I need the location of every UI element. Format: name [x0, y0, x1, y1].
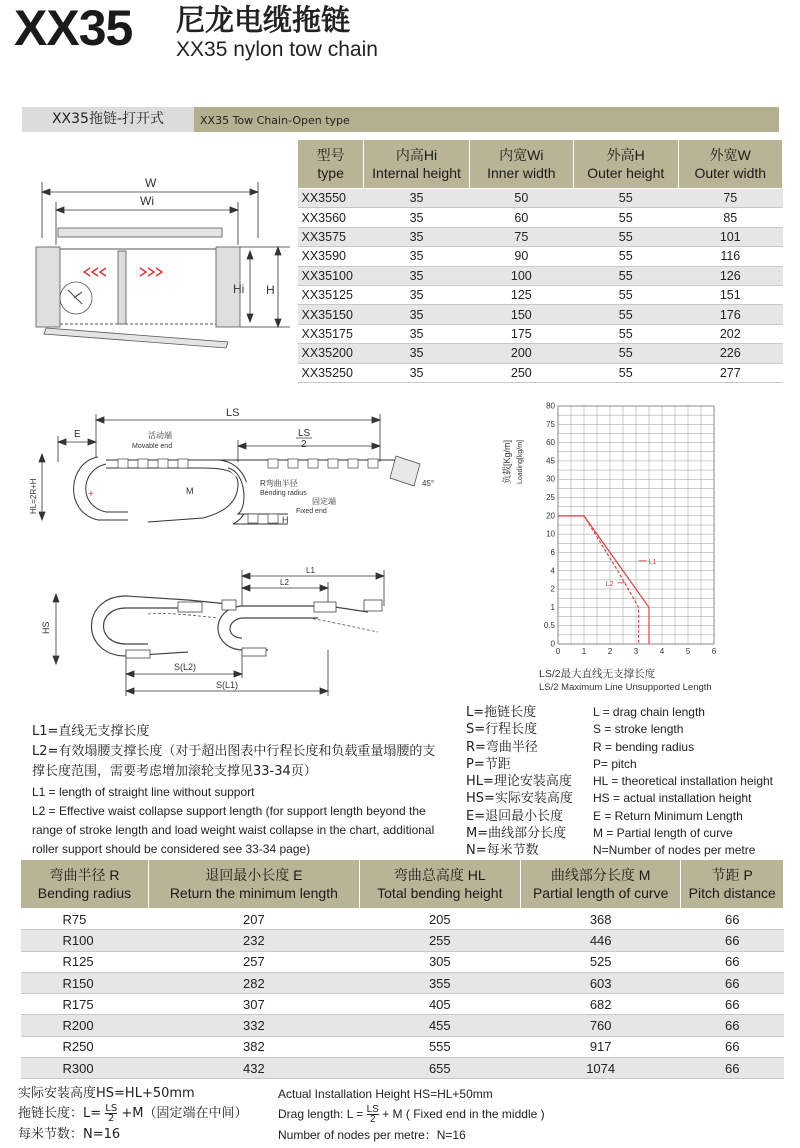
dim-ls2-bottom: 2: [301, 439, 307, 450]
chart-ylabel-cn: 负载[Kg/m]: [502, 439, 512, 484]
dim-s-l1: S(L1): [216, 680, 239, 690]
col-return-min-length: 退回最小长度 E Return the minimum length: [148, 860, 359, 909]
table-row: XX3560 35 60 55 85: [298, 208, 783, 227]
chart-x-tick-label: 5: [685, 647, 691, 656]
table-row: R250 382 555 917 66: [21, 1036, 784, 1057]
dimensions-table: [297, 139, 783, 383]
note-cn-1: L1=直线无支撑长度: [32, 724, 150, 739]
table-row: XX35200 35 200 55 226: [298, 344, 783, 363]
legend-cn-item: L=拖链长度: [466, 705, 537, 720]
table-row: R300 432 655 1074 66: [21, 1058, 784, 1079]
bending-radius-cn: R弯曲半径: [260, 479, 298, 488]
chart-ylabel-en: Loading[kg/m]: [517, 440, 524, 484]
chain-side-view-drawing: [28, 402, 438, 542]
fraction-ls-2: $\frac{LS}{2}$: [366, 1104, 379, 1126]
dim-angle: 45°: [422, 479, 435, 488]
legend-cn-item: N=每米节数: [466, 843, 539, 859]
legend-en-item: L = drag chain length: [593, 705, 705, 719]
chart-y-tick-label: 2: [550, 584, 555, 594]
dim-l2: L2: [280, 578, 289, 587]
chart-y-tick-label: 80: [546, 401, 555, 411]
chart-y-tick-label: 45: [546, 456, 555, 466]
table-row: R75 207 205 368 66: [21, 909, 784, 930]
load-chart: [496, 396, 796, 696]
legend-en: [593, 704, 773, 860]
col-pitch-distance: 节距 P Pitch distance: [681, 860, 784, 909]
note-cn-2: L2=有效塌腰支撑长度（对于超出图表中行程长度和负载重量塌腰的支撑长度范围，需要考虑增加滚轮支撑见33-34页）: [32, 744, 436, 779]
chart-x-tick-label: 3: [633, 647, 639, 656]
col-internal-height: 内高Hi Internal height: [364, 140, 469, 189]
dim-wi: Wi: [140, 194, 154, 208]
footer-nodes-cn: 每米节数：N=16: [18, 1127, 121, 1142]
legend-en-item: P= pitch: [593, 756, 637, 771]
chart-x-tick-label: 4: [659, 647, 665, 656]
col-partial-length-curve: 曲线部分长度 M Partial length of curve: [520, 860, 681, 909]
chart-y-tick-label: 75: [546, 419, 555, 429]
chart-series-label: L2: [605, 580, 614, 588]
col-type: 型号 type: [298, 140, 364, 189]
chart-y-tick-label: 1: [550, 602, 555, 612]
legend-cn-item: P=节距: [466, 756, 511, 772]
table-row: XX35150 35 150 55 176: [298, 305, 783, 324]
table-row: XX35125 35 125 55 151: [298, 285, 783, 304]
dim-l1: L1: [306, 566, 315, 575]
bending-radius-en: Bending radius: [260, 490, 307, 497]
dim-h: H: [266, 283, 275, 297]
col-bending-radius: 弯曲半径 R Bending radius: [21, 860, 149, 909]
table-row: R125 257 305 525 66: [21, 951, 784, 972]
dim-e: E: [74, 429, 81, 440]
label-m: M: [186, 486, 194, 496]
legend-en-item: E = Return Minimum Length: [593, 808, 743, 823]
support-arrangement-drawing: [38, 566, 418, 706]
chart-y-tick-label: 6: [550, 547, 555, 557]
legend-cn-item: S=行程长度: [466, 722, 538, 738]
table-row: XX3575 35 75 55 101: [298, 227, 783, 246]
section-bar: [22, 107, 779, 132]
bending-radius-table: [20, 859, 784, 1079]
dim-ls: LS: [226, 407, 240, 419]
legend-en-item: R = bending radius: [593, 739, 695, 754]
dim-w: W: [145, 176, 157, 190]
table-row: XX35175 35 175 55 202: [298, 324, 783, 343]
fixed-end-cn: 固定端: [312, 497, 336, 506]
legend-en-item: HL = theoretical installation height: [593, 774, 773, 789]
dim-ls2-top: LS: [298, 428, 311, 439]
chart-y-tick-label: 0: [550, 639, 555, 649]
chart-x-tick-label: 6: [711, 647, 717, 656]
footer-length-en: Drag length: L = $\frac{LS}{2}$ + M ( Fixed end in the middle ): [278, 1104, 545, 1126]
model-number: XX35: [14, 0, 133, 56]
table-row: XX35100 35 100 55 126: [298, 266, 783, 285]
chart-xlabel-en: LS/2 Maximum Line Unsupported Length: [539, 682, 712, 693]
dimensions-header-row: [298, 140, 783, 189]
chart-x-tick-label: 2: [607, 647, 613, 656]
note-en-2: L2 = Effective waist collapse support length (for support length beyond the range of stroke length and load weight waist collapse in the chart, additional roller support should be considered see 33-34 page): [32, 804, 435, 856]
section-title-cn: XX35拖链-打开式: [22, 107, 194, 132]
table-row: R150 282 355 603 66: [21, 972, 784, 993]
table-row: R200 332 455 760 66: [21, 1015, 784, 1036]
dim-hi: Hi: [233, 282, 245, 296]
dim-hs: HS: [41, 621, 51, 634]
chart-y-tick-label: 20: [546, 511, 555, 521]
radius-header-row: [21, 860, 784, 909]
dim-hl: HL=2R+H: [29, 478, 38, 514]
chart-y-tick-label: 30: [546, 474, 555, 484]
legend-cn-item: E=退回最小长度: [466, 808, 564, 824]
chart-xlabel-cn: LS/2最大直线无支撑长度: [539, 668, 656, 680]
label-h: H: [282, 515, 289, 525]
legend-en-item: M = Partial length of curve: [593, 826, 733, 841]
col-total-bending-height: 弯曲总高度 HL Total bending height: [359, 860, 520, 909]
legend-cn-item: HS=实际安装高度: [466, 791, 573, 807]
section-title-en: XX35 Tow Chain-Open type: [194, 107, 779, 132]
chart-y-tick-label: 25: [546, 493, 555, 503]
movable-end-en: Movable end: [132, 443, 173, 450]
legend-en-item: N=Number of nodes per metre: [593, 843, 756, 858]
chart-y-tick-label: 60: [546, 438, 555, 448]
col-outer-height: 外高H Outer height: [573, 140, 678, 189]
dim-s-l2: S(L2): [174, 662, 197, 672]
legend-cn: [466, 704, 573, 860]
table-row: R100 232 255 446 66: [21, 930, 784, 951]
cross-section-drawing: [28, 160, 290, 370]
col-inner-width: 内宽Wi Inner width: [469, 140, 573, 189]
fraction-ls-2: $\frac{LS}{2}$: [105, 1103, 118, 1124]
fixed-end-en: Fixed end: [296, 508, 327, 515]
chart-x-tick-label: 0: [555, 647, 561, 656]
table-row: XX35250 35 250 55 277: [298, 363, 783, 382]
legend-en-item: S = stroke length: [593, 722, 684, 737]
notes-en: [32, 783, 442, 859]
chart-y-tick-label: 4: [550, 566, 555, 576]
chart-y-tick-label: 0.5: [543, 621, 555, 631]
table-row: R175 307 405 682 66: [21, 994, 784, 1015]
table-row: XX3590 35 90 55 116: [298, 247, 783, 266]
chart-x-tick-label: 1: [581, 647, 587, 656]
legend-cn-item: M=曲线部分长度: [466, 826, 567, 842]
center-mark: +: [88, 489, 94, 500]
table-row: XX3550 35 50 55 75: [298, 189, 783, 208]
note-en-1: L1 = length of straight line without support: [32, 785, 255, 799]
legend-cn-item: HL=理论安装高度: [466, 774, 572, 790]
chart-y-tick-label: 10: [546, 529, 555, 539]
movable-end-cn: 活动端: [148, 431, 172, 440]
footer-hs-en: Actual Installation Height HS=HL+50mm: [278, 1087, 493, 1101]
footer-hs-cn: 实际安装高度HS=HL+50mm: [18, 1086, 195, 1101]
title-cn: 尼龙电缆拖链: [176, 3, 351, 37]
legend-en-item: HS = actual installation height: [593, 791, 752, 806]
notes-cn: [32, 722, 447, 782]
legend-cn-item: R=弯曲半径: [466, 739, 538, 755]
footer-length-cn: 拖链长度：L= $\frac{LS}{2}$ +M（固定端在中间）: [18, 1103, 248, 1124]
title-en: XX35 nylon tow chain: [176, 38, 378, 61]
footer-nodes-en: Number of nodes per metre：N=16: [278, 1128, 466, 1142]
chart-series-label: L1: [648, 558, 657, 566]
col-outer-width: 外宽W Outer width: [678, 140, 782, 189]
